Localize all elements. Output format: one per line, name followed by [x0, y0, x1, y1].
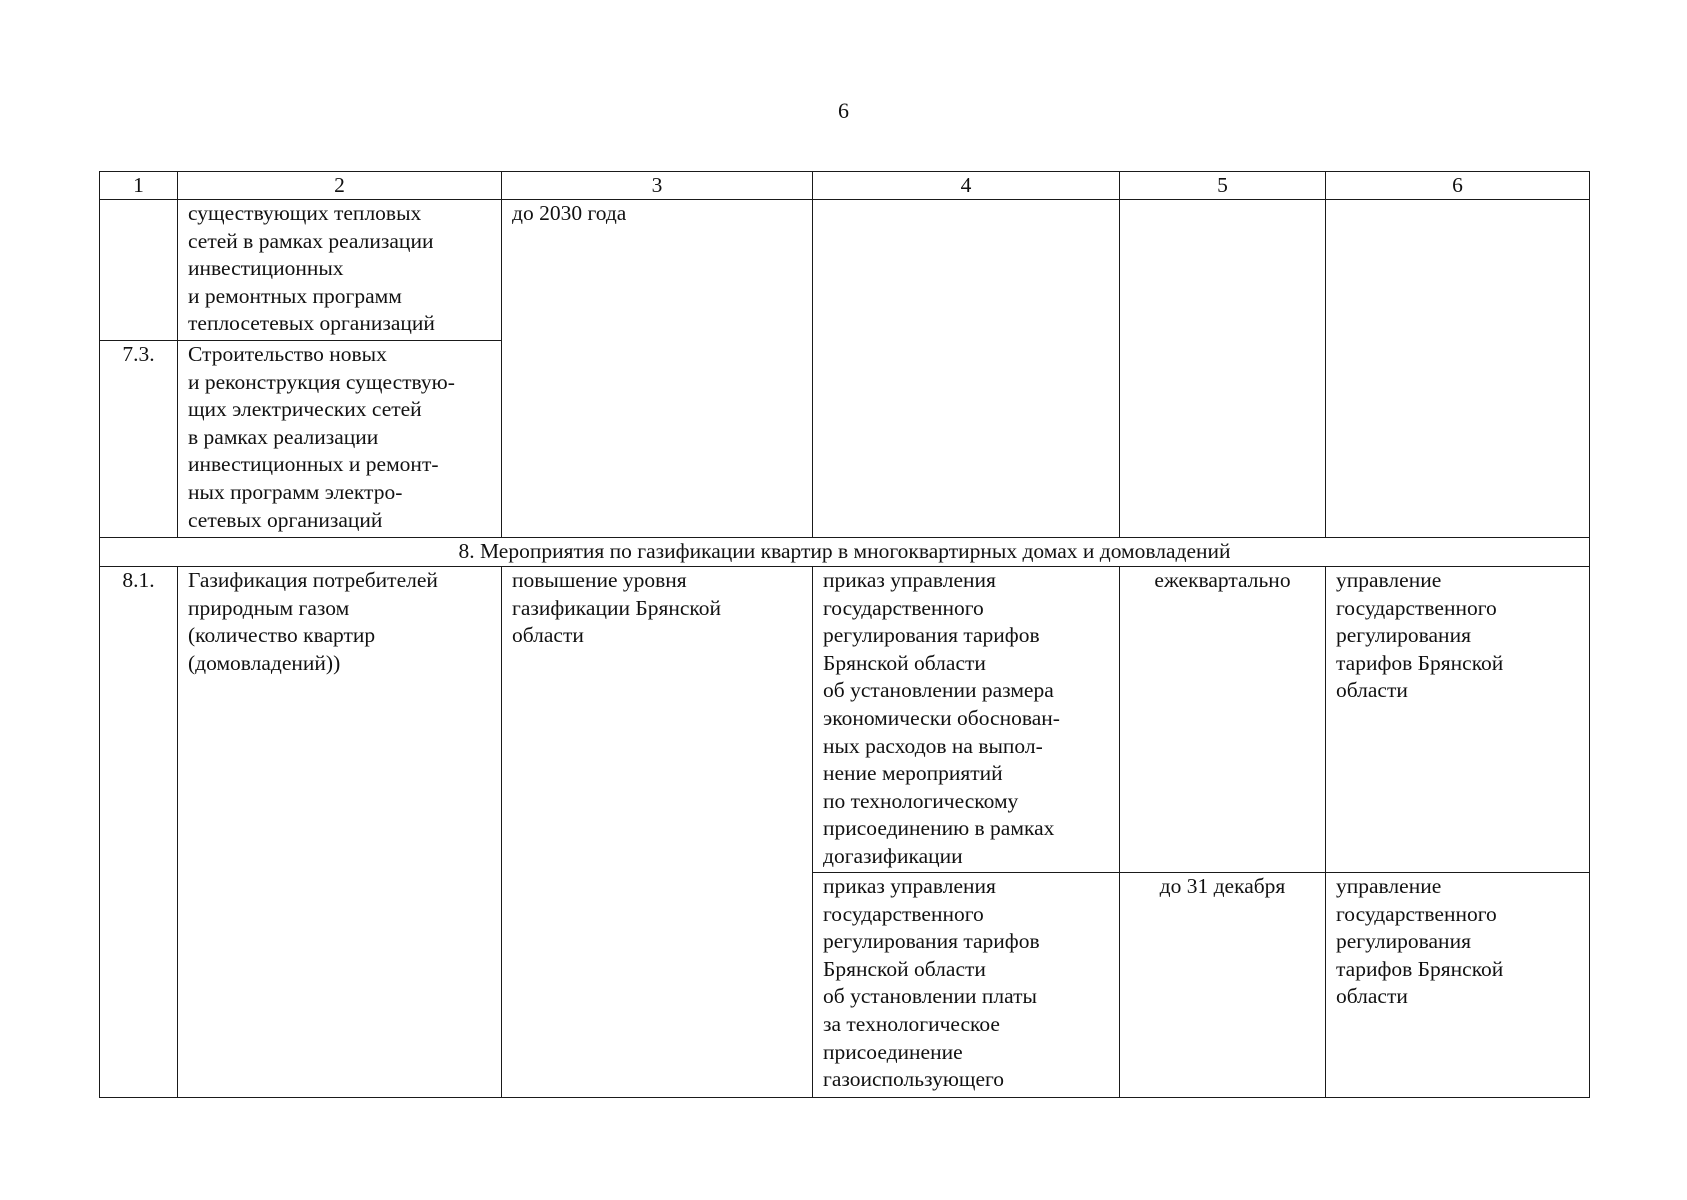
document-line: регулирования тарифов	[823, 623, 1040, 648]
indicator-line: области	[512, 623, 584, 648]
row-number-cell	[100, 200, 178, 341]
measure-cell	[178, 341, 502, 538]
column-header-2: 2	[178, 172, 502, 200]
deadline-cell	[1120, 567, 1326, 873]
document-line: об установлении платы	[823, 984, 1037, 1009]
measure-line: щих электрических сетей	[188, 397, 422, 422]
responsible-line: государственного	[1336, 595, 1497, 620]
deadline-cell	[1120, 873, 1326, 1098]
document-line: газоиспользующего	[823, 1067, 1005, 1092]
column-number-row	[100, 172, 1590, 200]
document-line: по технологическому	[823, 788, 1019, 813]
document-cell	[813, 873, 1120, 1098]
row-number-cell: 7.3.	[100, 341, 178, 538]
column-header-3: 3	[502, 172, 813, 200]
measure-line: сетей в рамках реализации	[188, 228, 434, 253]
deadline-text: до 31 декабря	[1159, 874, 1286, 898]
measure-line: и ремонтных программ	[188, 283, 402, 308]
column-header-1: 1	[100, 172, 178, 200]
measure-line: Строительство новых	[188, 342, 387, 366]
measure-line: инвестиционных и ремонт-	[188, 452, 439, 477]
measure-line: в рамках реализации	[188, 424, 379, 449]
target-text: до 2030 года	[512, 201, 627, 225]
document-line: приказ управления	[823, 874, 996, 898]
column-header-5: 5	[1120, 172, 1326, 200]
document-line: государственного	[823, 901, 984, 926]
measure-line: (домовладений))	[188, 650, 341, 675]
measure-cell	[178, 200, 502, 341]
document-line: догазификации	[823, 843, 963, 868]
column-header-4: 4	[813, 172, 1120, 200]
document-cell	[813, 567, 1120, 873]
document-line: за технологическое	[823, 1011, 1000, 1036]
document-line: ных расходов на выпол-	[823, 733, 1043, 758]
document-cell-empty	[813, 200, 1120, 538]
document-line: присоединение	[823, 1039, 963, 1064]
responsible-line: тарифов Брянской	[1336, 650, 1504, 675]
responsible-line: регулирования	[1336, 623, 1471, 648]
page-number: 6	[838, 98, 849, 123]
target-cell	[502, 200, 813, 538]
responsible-line: области	[1336, 678, 1408, 703]
measure-line: и реконструкция существую-	[188, 369, 455, 394]
measure-line: Газификация потребителей	[188, 568, 438, 592]
measure-line: ных программ электро-	[188, 479, 403, 504]
document-line: нение мероприятий	[823, 761, 1003, 786]
measure-line: сетевых организаций	[188, 507, 383, 532]
responsible-cell-empty	[1326, 200, 1590, 538]
measure-cell	[178, 567, 502, 1098]
document-line: приказ управления	[823, 568, 996, 592]
table-row-continuation	[100, 200, 1590, 341]
section-heading: 8. Мероприятия по газификации квартир в многоквартирных домах и домовладений	[100, 538, 1590, 567]
document-line: присоединению в рамках	[823, 816, 1055, 841]
responsible-line: управление	[1336, 874, 1442, 898]
indicator-cell	[502, 567, 813, 1098]
table-row-8-1	[100, 567, 1590, 873]
responsible-line: регулирования	[1336, 929, 1471, 954]
document-line: регулирования тарифов	[823, 929, 1040, 954]
document-line: Брянской области	[823, 956, 986, 981]
measure-line: теплосетевых организаций	[188, 311, 435, 336]
responsible-line: области	[1336, 984, 1408, 1009]
measures-table	[99, 171, 1590, 1098]
measure-line: существующих тепловых	[188, 201, 422, 225]
responsible-line: управление	[1336, 568, 1442, 592]
column-header-6: 6	[1326, 172, 1590, 200]
row-number-cell: 8.1.	[100, 567, 178, 1098]
document-line: экономически обоснован-	[823, 705, 1060, 730]
responsible-cell	[1326, 873, 1590, 1098]
document-line: об установлении размера	[823, 678, 1054, 703]
document-line: Брянской области	[823, 650, 986, 675]
measure-line: (количество квартир	[188, 623, 376, 648]
section-heading-row	[100, 538, 1590, 567]
responsible-line: тарифов Брянской	[1336, 956, 1504, 981]
measure-line: инвестиционных	[188, 256, 344, 281]
indicator-line: газификации Брянской	[512, 595, 721, 620]
measure-line: природным газом	[188, 595, 350, 620]
indicator-line: повышение уровня	[512, 568, 687, 592]
deadline-text: ежеквартально	[1154, 568, 1291, 592]
responsible-line: государственного	[1336, 901, 1497, 926]
document-line: государственного	[823, 595, 984, 620]
responsible-cell	[1326, 567, 1590, 873]
deadline-cell-empty	[1120, 200, 1326, 538]
